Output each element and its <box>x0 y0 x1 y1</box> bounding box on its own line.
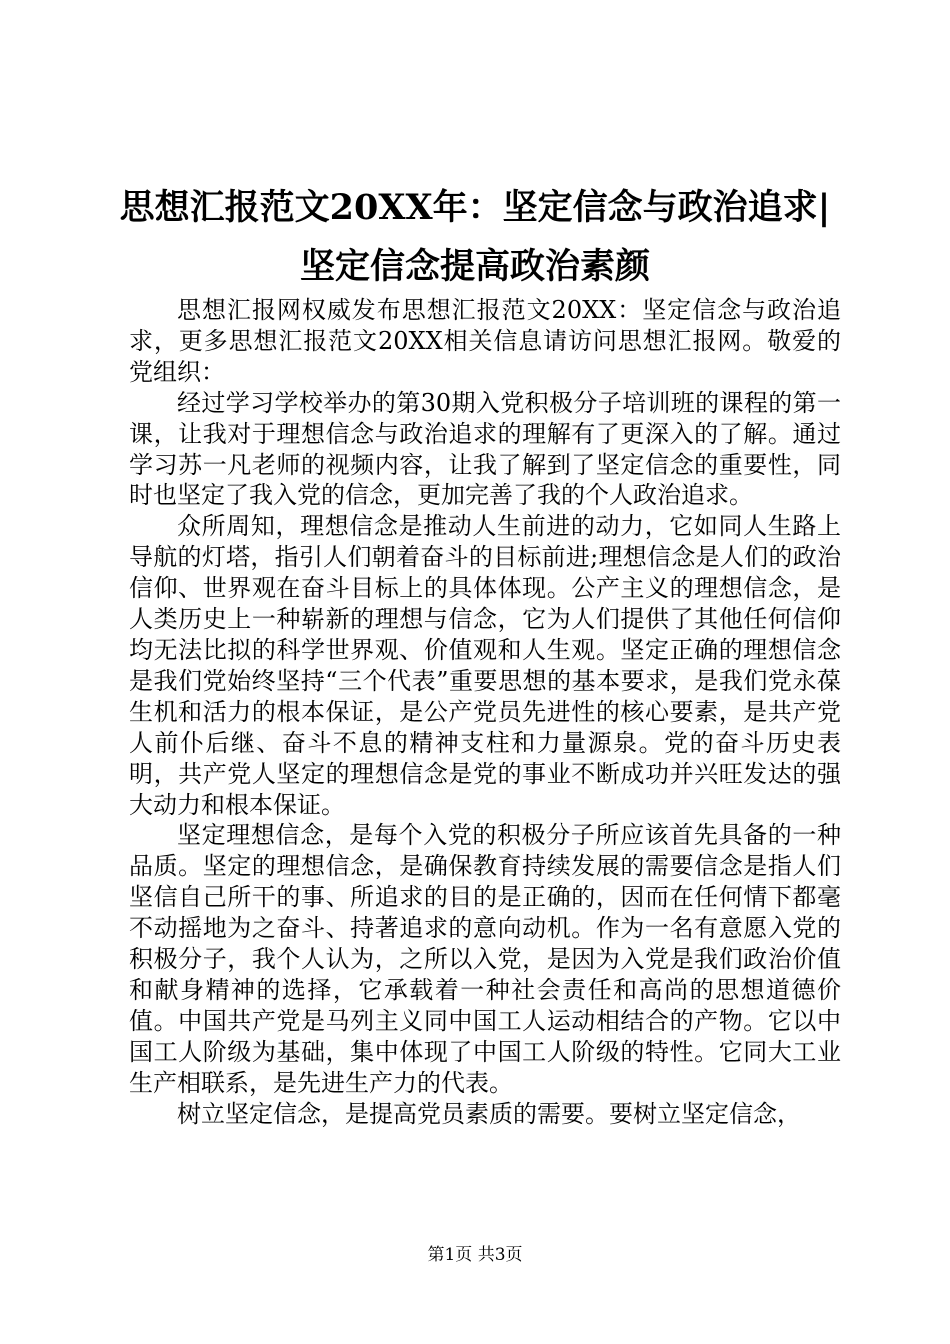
paragraph-training: 经过学习学校举办的第30期入党积极分子培训班的课程的第一课，让我对于理想信念与政治追求的理解有了更深入的了解。通过学习苏一凡老师的视频内容，让我了解到了坚定信念的重要性，同时也坚定了我入党的信念，更加完善了我的个人政治追求。 <box>129 388 841 510</box>
paragraph-firm-belief: 坚定理想信念，是每个入党的积极分子所应该首先具备的一种品质。坚定的理想信念，是确保教育持续发展的需要信念是指人们坚信自己所干的事、所追求的目的是正确的，因而在任何情下都毫不动摇地为之奋斗、持著追求的意向动机。作为一名有意愿入党的积极分子，我个人认为，之所以入党，是因为入党是我们政治价值和献身精神的选择，它承载着一种社会责任和高尚的思想道德价值。中国共产党是马列主义同中国工人运动相结合的产物。它以中国工人阶级为基础，集中体现了中国工人阶级的特性。它同大工业生产相联系，是先进生产力的代表。 <box>129 821 841 1097</box>
document-title-line-2: 坚定信念提高政治素颜 <box>299 246 650 287</box>
paragraph-ideals: 众所周知，理想信念是推动人生前进的动力，它如同人生路上导航的灯塔，指引人们朝着奋斗的目标前进;理想信念是人们的政治信仰、世界观在奋斗目标上的具体体现。公产主义的理想信念，是人类历史上一种崭新的理想与信念，它为人们提供了其他任何信仰均无法比拟的科学世界观、价值观和人生观。坚定正确的理想信念是我们党始终坚持“三个代表”重要思想的基本要求，是我们党永葆生机和活力的根本保证，是公产党员先进性的核心要素，是共产党人前仆后继、奋斗不息的精神支柱和力量源泉。党的奋斗历史表明，共产党人坚定的理想信念是党的事业不断成功并兴旺发达的强大动力和根本保证。 <box>129 512 841 819</box>
paragraph-quality: 树立坚定信念，是提高党员素质的需要。要树立坚定信念， <box>177 1099 801 1128</box>
paragraph-intro: 思想汇报网权威发布思想汇报范文20XX：坚定信念与政治追求，更多思想汇报范文20XX相关信息请访问思想汇报网。敬爱的党组织： <box>129 296 841 386</box>
document-title-line-1: 思想汇报范文20XX年：坚定信念与政治追求| <box>119 187 831 228</box>
page-footer: 第1页 共3页 <box>427 1245 523 1265</box>
document-body <box>129 295 841 1129</box>
